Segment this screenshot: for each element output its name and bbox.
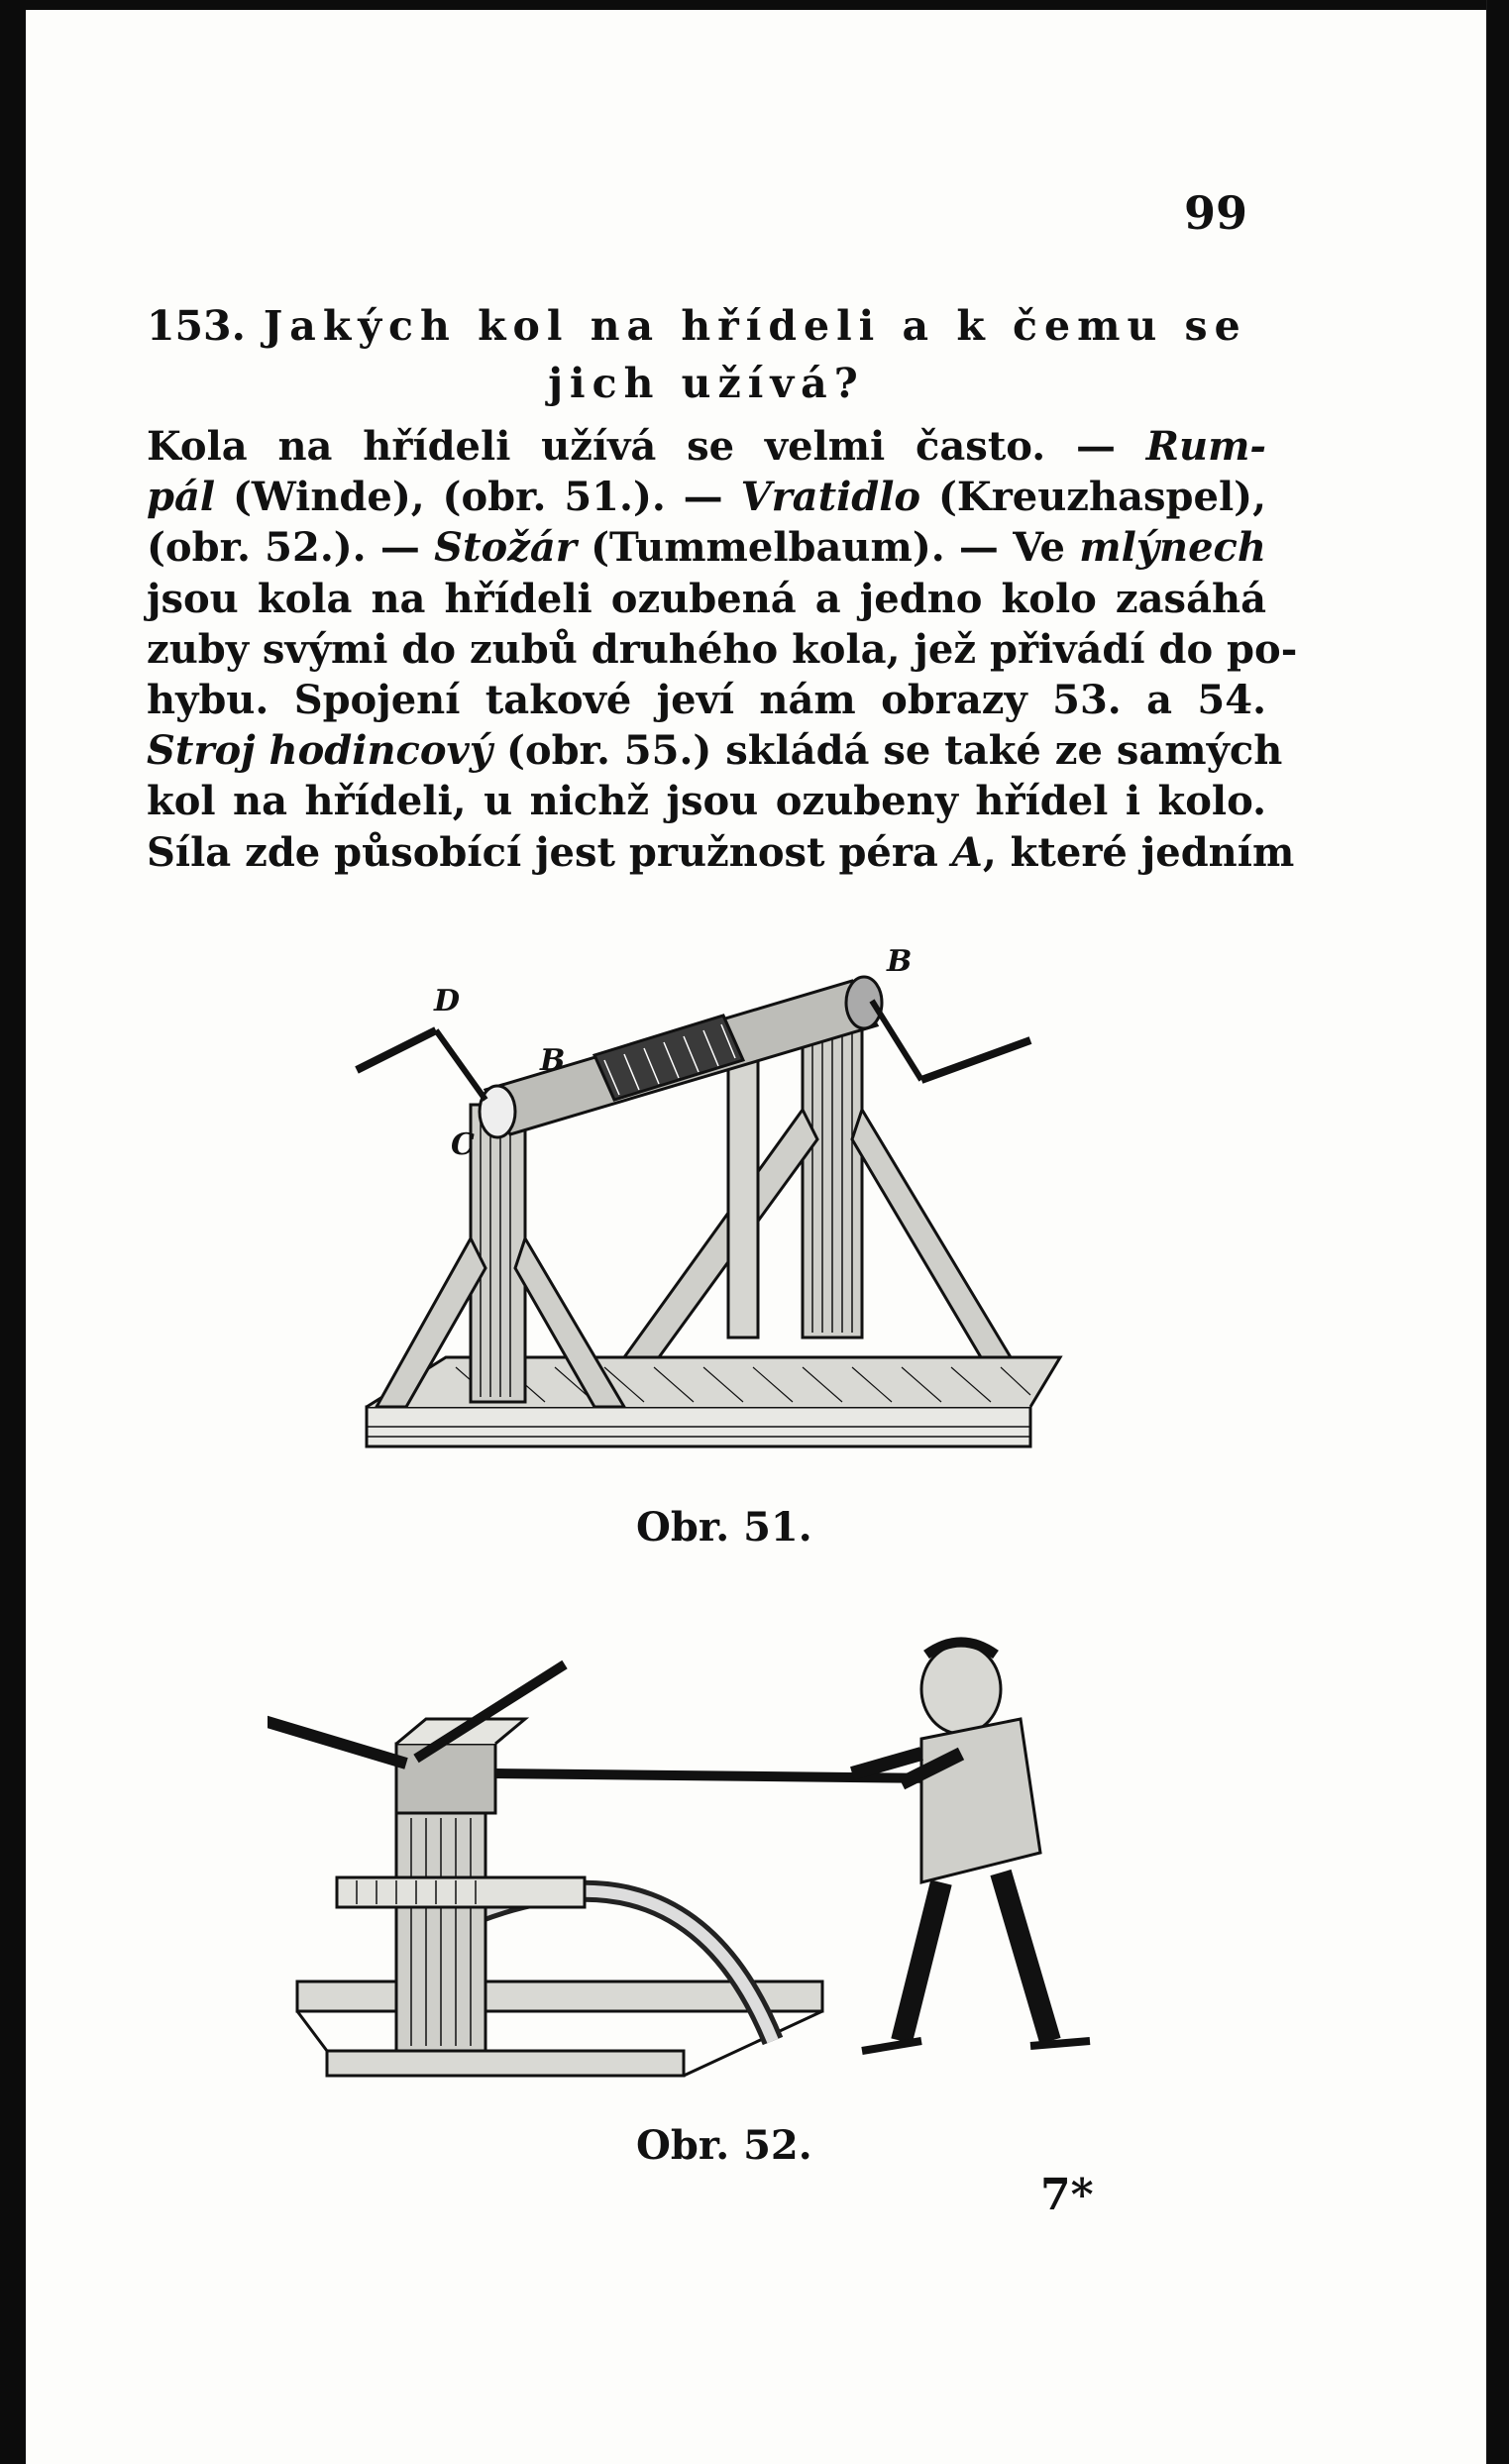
scan-border-left xyxy=(0,0,26,2464)
text-run: hybu. Spojení takové jeví nám obrazy 53. a 54. xyxy=(147,677,1266,724)
windlass-illustration xyxy=(337,941,1110,1496)
question-heading xyxy=(147,297,1266,412)
italic-term: Rum- xyxy=(1145,423,1266,470)
sheet-signature-mark: 7* xyxy=(1040,2170,1094,2220)
text-run: Síla zde působící jest pružnost péra xyxy=(147,828,952,876)
question-line-2: jich užívá? xyxy=(548,360,865,407)
text-run: kol na hřídeli, u nichž jsou ozubeny hřídel i kolo. xyxy=(147,778,1266,825)
scan-border-top xyxy=(0,0,1509,10)
italic-term: Stroj hodincový xyxy=(147,727,493,775)
text-run: Kola na hřídeli užívá se velmi často. — xyxy=(147,423,1146,470)
paragraph-line xyxy=(147,421,1266,472)
text-run: , které jedním xyxy=(982,828,1295,876)
text-run: (obr. 52.). — xyxy=(147,524,435,572)
figure-51-caption: Obr. 51. xyxy=(636,1504,812,1551)
paragraph-line xyxy=(147,827,1295,878)
paragraph-line xyxy=(147,472,1266,522)
answer-paragraph xyxy=(147,421,1298,878)
paragraph-line xyxy=(147,776,1266,826)
label-b-top: B xyxy=(887,944,913,979)
label-b-mid: B xyxy=(540,1043,566,1078)
capstan-illustration xyxy=(268,1625,1159,2100)
italic-term: mlýnech xyxy=(1079,524,1266,572)
paragraph-line xyxy=(147,522,1266,573)
italic-term: Vratidlo xyxy=(740,474,921,521)
paragraph-line xyxy=(147,574,1266,624)
page-number: 99 xyxy=(1184,186,1248,240)
text-run: (Winde), (obr. 51.). — xyxy=(215,474,741,521)
italic-term: pál xyxy=(147,474,216,521)
question-number: 153. xyxy=(147,302,246,350)
label-d: D xyxy=(434,984,461,1018)
paragraph-line xyxy=(147,725,1283,776)
label-c: C xyxy=(451,1127,475,1162)
text-run: (Kreuzhaspel), xyxy=(920,474,1266,521)
paragraph-line xyxy=(147,624,1298,675)
text-run: (obr. 55.) skládá se také ze samých xyxy=(492,727,1283,775)
italic-term: A xyxy=(951,828,983,876)
italic-term: Stožár xyxy=(434,524,577,572)
text-run: (Tummelbaum). — Ve xyxy=(576,524,1080,572)
text-run: jsou kola na hřídeli ozubená a jedno kolo zasáhá xyxy=(147,575,1266,622)
question-line-1: Jakých kol na hřídeli a k čemu se xyxy=(263,302,1247,350)
scan-border-right xyxy=(1487,0,1509,2464)
text-run: zuby svými do zubů druhého kola, jež přivádí do po- xyxy=(147,625,1298,673)
paragraph-line xyxy=(147,675,1266,725)
figure-52-caption: Obr. 52. xyxy=(636,2122,812,2169)
